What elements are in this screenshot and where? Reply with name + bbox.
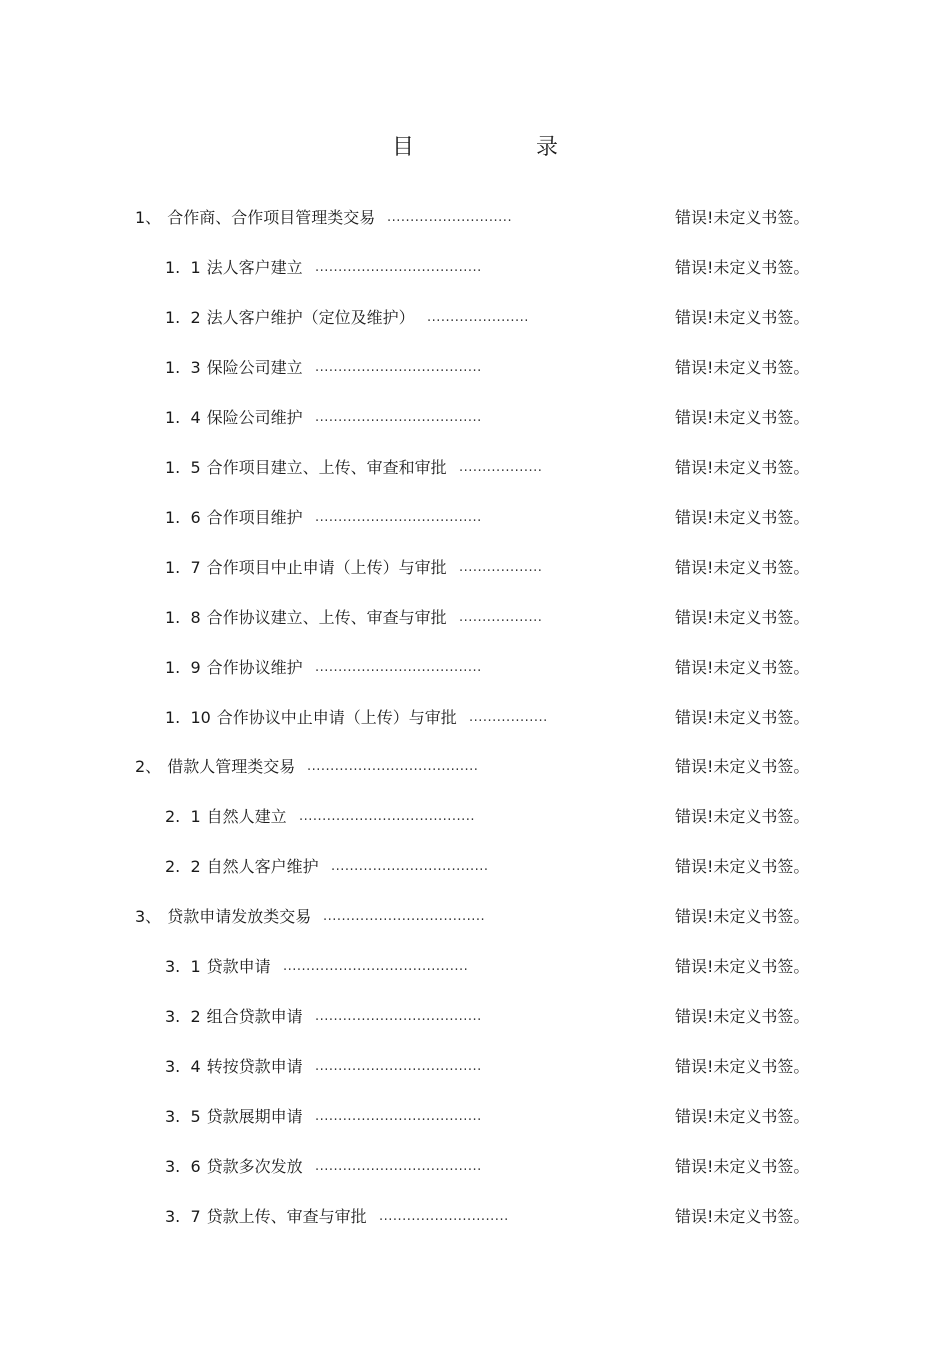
toc-entry[interactable] — [0, 403, 950, 433]
toc-entry[interactable] — [0, 802, 950, 832]
toc-entry-number: 3. 5 — [165, 1107, 201, 1127]
toc-entry-page-ref: 错误!未定义书签。 — [675, 957, 810, 977]
toc-entry[interactable] — [0, 703, 950, 733]
toc-entry[interactable] — [0, 1102, 950, 1132]
toc-entry-number: 3. 6 — [165, 1157, 201, 1177]
toc-entry[interactable] — [0, 653, 950, 683]
toc-entry-label: 贷款多次发放 — [206, 1157, 303, 1177]
toc-entry-title — [165, 603, 447, 633]
toc-entry-title — [165, 453, 447, 483]
toc-entry-leader: ...................... — [427, 309, 529, 325]
toc-entry-leader: .................. — [459, 459, 543, 475]
toc-entry-title — [165, 353, 303, 383]
toc-entry-page-ref: 错误!未定义书签。 — [675, 907, 810, 927]
toc-entry-label: 贷款上传、审查与审批 — [206, 1207, 367, 1226]
toc-entry-number: 2. 2 — [165, 857, 201, 877]
toc-entry-label: 借款人管理类交易 — [167, 757, 296, 777]
toc-entry-leader: .................................... — [315, 359, 482, 375]
toc-entry[interactable] — [0, 553, 950, 583]
toc-entry-number: 1. 4 — [165, 407, 201, 427]
toc-entry-leader: ................................... — [323, 909, 486, 925]
toc-entry-label: 合作项目建立、上传、审查和审批 — [206, 457, 447, 477]
toc-entry-title — [165, 303, 415, 333]
toc-entry-leader: ............................ — [379, 1209, 509, 1224]
toc-entry-title — [165, 553, 447, 583]
toc-entry-number: 3. 1 — [165, 957, 201, 977]
toc-entry-leader: .................................... — [315, 1109, 482, 1125]
toc-entry-number: 1. 10 — [165, 707, 211, 727]
toc-entry-page-ref: 错误!未定义书签。 — [675, 557, 810, 577]
toc-entry-page-ref: 错误!未定义书签。 — [675, 857, 810, 877]
toc-entry-title — [165, 1002, 303, 1032]
toc-entry-page-ref: 错误!未定义书签。 — [675, 257, 810, 277]
toc-entry[interactable] — [0, 453, 950, 483]
toc-entry-label: 自然人客户维护 — [206, 857, 319, 877]
toc-entry-page-ref: 错误!未定义书签。 — [675, 657, 810, 677]
toc-entry-leader: ........................................ — [283, 959, 469, 975]
toc-entry[interactable] — [0, 952, 950, 982]
toc-entry[interactable] — [0, 852, 950, 882]
toc-entry-page-ref: 错误!未定义书签。 — [675, 1107, 810, 1127]
toc-entry[interactable] — [0, 503, 950, 533]
toc-entry-label: 贷款申请发放类交易 — [167, 907, 312, 927]
toc-entry-leader: .................................... — [315, 1159, 482, 1175]
toc-entry-page-ref: 错误!未定义书签。 — [675, 757, 810, 777]
toc-entry-page-ref: 错误!未定义书签。 — [675, 807, 810, 827]
toc-entry-label: 法人客户建立 — [206, 257, 303, 277]
toc-entry[interactable] — [0, 1052, 950, 1082]
toc-entry-number: 3. 4 — [165, 1057, 201, 1077]
toc-entry-title — [165, 1052, 303, 1082]
toc-entry-number: 1. 9 — [165, 657, 201, 677]
toc-entry-page-ref: 错误!未定义书签。 — [675, 1007, 810, 1027]
toc-entry-label: 保险公司建立 — [206, 357, 303, 377]
toc-entry-number: 3. 7 — [165, 1207, 201, 1226]
toc-entry-label: 保险公司维护 — [206, 407, 303, 427]
toc-entry-title — [165, 952, 271, 982]
toc-entry-label: 合作协议中止申请（上传）与审批 — [216, 707, 457, 727]
toc-entry-number: 1. 6 — [165, 507, 201, 527]
toc-entry-number: 1. 8 — [165, 607, 201, 627]
toc-entry[interactable] — [0, 253, 950, 283]
toc-entry[interactable] — [0, 353, 950, 383]
toc-entry-number: 3、 — [135, 907, 162, 927]
toc-entry-leader: .................................... — [315, 1009, 482, 1025]
toc-entry[interactable] — [0, 752, 950, 782]
toc-entry-label: 合作项目中止申请（上传）与审批 — [206, 557, 447, 577]
toc-entry-title — [165, 403, 303, 433]
toc-entry[interactable] — [0, 1002, 950, 1032]
toc-entry-leader: ........................... — [387, 210, 513, 225]
toc-entry-leader: .................................... — [315, 409, 482, 425]
toc-entry-page-ref: 错误!未定义书签。 — [675, 1057, 810, 1077]
toc-entry-title — [135, 203, 375, 233]
toc-entry-leader: .................................... — [315, 259, 482, 275]
toc-entry-leader: ................. — [469, 709, 548, 725]
toc-entry-title — [135, 752, 295, 782]
toc-entry-title — [165, 703, 457, 733]
toc-entry-number: 1、 — [135, 208, 162, 227]
toc-entry-title — [165, 1102, 303, 1132]
toc-entry-title — [165, 852, 319, 882]
toc-entry-number: 2、 — [135, 757, 162, 777]
toc-entry-title — [165, 802, 287, 832]
toc-entry-page-ref: 错误!未定义书签。 — [675, 507, 810, 527]
toc-entry-number: 1. 1 — [165, 257, 201, 277]
toc-entry-label: 自然人建立 — [206, 807, 287, 827]
toc-entry-leader: .................................... — [315, 1059, 482, 1075]
toc-entry-label: 组合贷款申请 — [206, 1007, 303, 1027]
toc-entry-label: 贷款展期申请 — [206, 1107, 303, 1127]
toc-entry-page-ref: 错误!未定义书签。 — [675, 457, 810, 477]
toc-entry[interactable] — [0, 1202, 950, 1232]
toc-entry-page-ref: 错误!未定义书签。 — [675, 1157, 810, 1177]
toc-entry-title — [165, 1152, 303, 1182]
toc-entry[interactable] — [0, 203, 950, 233]
toc-entry-page-ref: 错误!未定义书签。 — [675, 357, 810, 377]
toc-entry-label: 合作项目维护 — [206, 507, 303, 527]
toc-entry-leader: .................. — [459, 609, 543, 625]
toc-entry-leader: ...................................... — [299, 809, 476, 825]
toc-entry-title — [165, 503, 303, 533]
toc-entry-leader: .................. — [459, 559, 543, 575]
toc-entry-title — [165, 1202, 367, 1232]
toc-entry-page-ref: 错误!未定义书签。 — [675, 407, 810, 427]
toc-entry[interactable] — [0, 603, 950, 633]
toc-entry-label: 合作商、合作项目管理类交易 — [167, 208, 376, 227]
toc-entry-number: 1. 5 — [165, 457, 201, 477]
toc-entry-label: 合作协议建立、上传、审查与审批 — [206, 607, 447, 627]
toc-entry-label: 转按贷款申请 — [206, 1057, 303, 1077]
toc-entry-page-ref: 错误!未定义书签。 — [675, 307, 810, 327]
toc-entry-label: 法人客户维护（定位及维护） — [206, 307, 415, 327]
toc-entry-title — [135, 902, 311, 932]
toc-entry-leader: ..................................... — [307, 759, 479, 775]
toc-entry-leader: .................................... — [315, 659, 482, 675]
toc-entry-page-ref: 错误!未定义书签。 — [675, 1207, 810, 1226]
toc-entry-label: 贷款申请 — [206, 957, 271, 977]
toc-entry-leader: .................................... — [315, 509, 482, 525]
toc-entry-page-ref: 错误!未定义书签。 — [675, 208, 810, 227]
toc-entry-number: 3. 2 — [165, 1007, 201, 1027]
page-title: 目 录 — [391, 135, 608, 160]
toc-entry[interactable] — [0, 1152, 950, 1182]
toc-entry-label: 合作协议维护 — [206, 657, 303, 677]
toc-entry-number: 1. 7 — [165, 557, 201, 577]
toc-entry-page-ref: 错误!未定义书签。 — [675, 607, 810, 627]
toc-entry-number: 1. 3 — [165, 357, 201, 377]
toc-entry-leader: .................................. — [331, 859, 489, 875]
toc-entry-number: 1. 2 — [165, 307, 201, 327]
toc-entry-number: 2. 1 — [165, 807, 201, 827]
toc-entry[interactable] — [0, 303, 950, 333]
toc-entry-title — [165, 253, 303, 283]
toc-entry[interactable] — [0, 902, 950, 932]
toc-entry-title — [165, 653, 303, 683]
toc-entry-page-ref: 错误!未定义书签。 — [675, 707, 810, 727]
